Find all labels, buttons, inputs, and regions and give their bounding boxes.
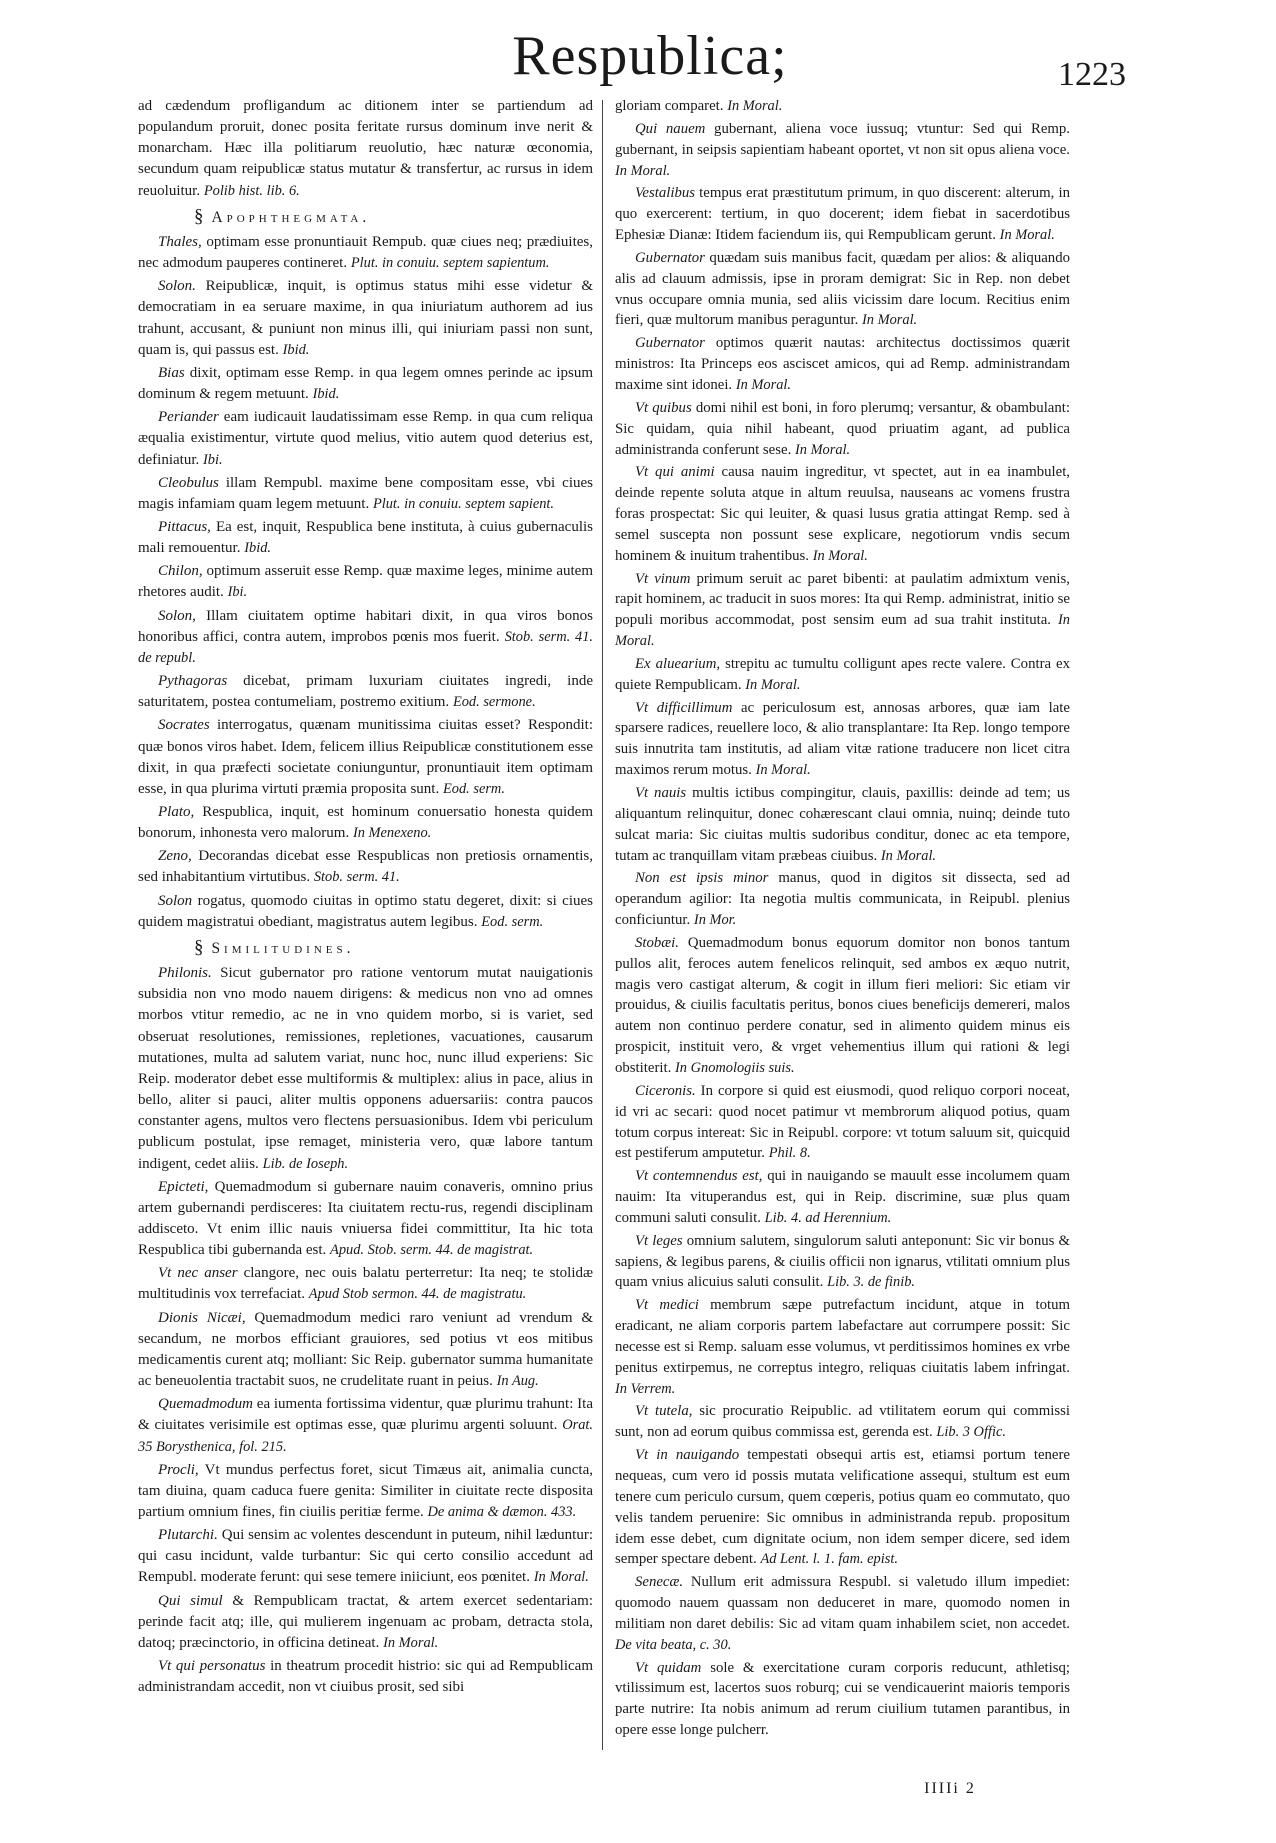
entry-paragraph [615, 1295, 1070, 1399]
entry-citation: Ibi. [202, 451, 223, 468]
entry-paragraph [615, 654, 1070, 696]
entry-citation: Eod. serm. [481, 913, 544, 930]
entry-text: Nullum erit admissura Respubl. si valetudo illum impediet: quomodo nauem quassam non deduceret in mare, quomodo nomen in militiam non daret debilis: Sic ad vitam quam inhabilem sciet, non accedet. [615, 1574, 1070, 1632]
entry-lead: Gubernator [635, 249, 705, 266]
entry-lead: Vestalibus [635, 185, 696, 202]
entry-citation: Lib. 3. de finib. [827, 1274, 916, 1291]
entry-citation: In Verrem. [615, 1380, 676, 1397]
signature-mark: IIIIi 2 [924, 1780, 976, 1797]
entry-text: strepitu ac tumultu colligunt apes recte valere. Contra ex quiete Rempublicam. [615, 655, 1070, 693]
entry-paragraph [138, 963, 593, 1175]
entry-lead: Vt tutela, [635, 1403, 693, 1420]
entry-text: omnium salutem, singulorum saluti anteponunt: Sic vir bonus & sapiens, & legibus parens, & ciuilis officii non ignarus, vtilitati omnium plus quam vnius alicuius saluti consulit. [615, 1232, 1070, 1291]
entry-paragraph [138, 1394, 593, 1457]
entry-citation: De anima & dæmon. 433. [427, 1504, 577, 1520]
entry-paragraph [615, 1081, 1070, 1164]
entry-text: In corpore si quid est eiusmodi, quod reliquo corpori noceat, id vri ac secari: quod nocet patimur vt membrorum aliquod potius, quam totum corpus intereat: Sic in Reipubl. corpore: vt totum saluum sit, quicquid est pestiferum amputetur. [615, 1082, 1070, 1162]
entry-text: Reipublicæ, inquit, is optimus status mihi esse videtur & democratiam in ea seruare maxime, in qua iniuriatum authorem ad ius trahunt, accusant, & puniunt non minus illi, qui iniuriam passi non sunt, quam is, qui passus est. [138, 278, 594, 358]
entry-lead: Vt contemnendus est, [635, 1168, 763, 1185]
entry-text: Decorandas dicebat esse Respublicas non pretiosis ornamentis, sed inhabitantium virtutibus. [138, 848, 593, 886]
entry-lead: Vt qui personatus [158, 1658, 266, 1675]
entry-paragraph [615, 698, 1070, 781]
entry-citation: In Gnomologiis suis. [675, 1059, 795, 1076]
entry-paragraph [615, 398, 1070, 461]
entry-lead: Pythagoras [158, 673, 228, 690]
entry-citation: Lib. 3 Offic. [936, 1424, 1006, 1441]
entry-paragraph [615, 1445, 1070, 1570]
entry-paragraph [138, 715, 593, 800]
entry-citation: In Moral. [880, 847, 937, 864]
entry-citation: In Moral. [755, 762, 811, 779]
page-number: 1223 [1058, 56, 1126, 93]
entry-lead: Vt difficillimum [635, 699, 733, 716]
entry-text: Quemadmodum si gubernare nauim conaveris, omnino prius artem gubernandi perdisceres: Ita ciuitatem rectu-rus, regendi disciplinam addisceto. Vt enim illic nauis vniuersa fidei committitur, Ita hic tota Respublica tibi gubernanda est. [138, 1178, 593, 1259]
entry-text: ac periculosum est, annosas arbores, quæ iam late sparsere radices, reuellere loco, & alio transplantare: Ita Rep. longo tempore suis innutrita tam institutis, ad aliam vitæ ratione traducere non licet citra maximos rerum motus. [615, 699, 1070, 779]
entry-lead: Solon. [158, 278, 196, 295]
entry-citation: Polib hist. lib. 6. [203, 182, 300, 199]
entry-paragraph [138, 1263, 593, 1305]
entry-text: tempus erat præstitutum primum, in quo discerent: alterum, in quo exercerent: tertium, in quo docerent; idem fiebat in sacerdotibus Ephesiæ Dianæ: Itidem faciendum iis, qui Rempublicam gerunt. [615, 185, 1070, 244]
entry-lead: Gubernator [635, 335, 705, 352]
entry-lead: Vt medici [635, 1297, 699, 1314]
entry-citation: Apud Stob sermon. 44. de magistratu. [308, 1286, 527, 1303]
entry-text: Ea est, inquit, Respublica bene instituta, à cuius gubernaculis mali remouentur. [138, 518, 594, 557]
entry-paragraph [138, 473, 593, 515]
entry-text: causa nauim ingreditur, vt spectet, aut in ea inambulet, deinde repente soluta atque in altum reuulsa, nauseans ac vomens frustra foras prospectat: Sic qui leuiter, & quasi lusus gratia attingat Remp. sed à semel suscepta non possunt sese explicare, negotiorum vndis secum hominem & inuitum trahentibus. [615, 464, 1070, 564]
entry-lead: Plutarchi. [158, 1527, 218, 1544]
entry-lead: Non est ipsis minor [635, 870, 769, 887]
entry-text: multis ictibus compingitur, clauis, paxillis: deinde ad tem; us aliquantum relinquitur, donec cohærescant claui omnia, nuinq; deinde tuto sulcat maria: Sic ciuitas multis sudoribus conditur, donec ac eta tempore, tutam ac tranquillam vitam præbeas ciuibus. [615, 785, 1071, 864]
entry-lead: Vt quidam [635, 1659, 702, 1676]
entry-lead: Vt quibus [635, 399, 692, 416]
entry-citation: In Menexeno. [352, 825, 432, 842]
entry-paragraph [138, 1525, 593, 1588]
entry-text: dixit, optimam esse Remp. in qua legem omnes perinde ac ipsum dominum & regem metuunt. [138, 364, 593, 403]
entry-paragraph [138, 846, 593, 888]
entry-paragraph [615, 1401, 1070, 1443]
entry-paragraph [615, 1166, 1070, 1229]
entry-citation: In Moral. [615, 162, 671, 179]
entry-citation: De vita beata, c. 30. [615, 1636, 732, 1653]
entry-paragraph [138, 802, 593, 844]
entry-lead: Vt vinum [635, 570, 691, 587]
entry-paragraph [138, 1308, 593, 1393]
left-column [138, 96, 593, 1700]
entry-paragraph [615, 183, 1070, 246]
entry-lead: Stobæi. [635, 934, 679, 951]
entry-citation: In Aug. [496, 1373, 539, 1390]
section-heading [138, 206, 593, 228]
entry-lead: Socrates [158, 717, 210, 734]
entry-paragraph [615, 1231, 1070, 1294]
entry-paragraph [138, 276, 593, 361]
entry-citation: In Moral. [727, 98, 783, 114]
entry-paragraph [615, 783, 1070, 866]
column-rule [602, 100, 603, 1750]
entry-citation: In Moral. [745, 676, 801, 693]
entry-paragraph [138, 232, 593, 274]
entry-text: sic procuratio Reipublic. ad vtilitatem eorum qui commissi sunt, non ad eorum quibus commissa est, gerenda est. [615, 1403, 1070, 1441]
entry-text: rogatus, quomodo ciuitas in optimo statu degeret, dixit: si ciues quidem magistratui obediant, magistratus autem legibus. [138, 892, 593, 930]
entry-text: qui in nauigando se mauult esse incolumem quam nauim: Ita vituperandus est, qui in Reip. discrimine, suæ plus quam communi saluti consulit. [615, 1168, 1070, 1226]
entry-lead: Zeno, [158, 848, 192, 865]
entry-lead: Periander [158, 409, 219, 426]
entry-citation: Plut. in conuiu. septem sapient. [372, 495, 555, 512]
entry-citation: Lib. de Ioseph. [262, 1155, 349, 1172]
entry-citation: In Moral. [735, 376, 792, 393]
entry-text: dicebat, primam luxuriam ciuitates ingredi, inde saturitatem, postea contumeliam, postremo exitium. [138, 673, 593, 711]
entry-text: Respublica, inquit, est hominum conuersatio honesta quidem bonorum, inhonesta vero malorum. [138, 804, 594, 842]
entry-lead: Vt qui animi [635, 464, 715, 481]
entry-text: Vt mundus perfectus foret, sicut Timæus ait, animalia cuncta, tam diuina, quam caduca fuere genita: Similiter in ciuitate recte disposita partium omnium fines, fin ciuilis peritiæ ferme. [138, 1461, 594, 1520]
entry-text: Sicut gubernator pro ratione ventorum mutat nauigationis subsidia non vno modo nauem dirigens: & medicus non vno ad omnes morbos vtitur remedio, ac ne in vno quidem morbo, si is variet, sed obseruat resolutiones, remissiones, repletiones, vacuationes, causarum mutationes, multa ad salutem variat, nunc hoc, nunc illud experiens: Sic Reip. moderator debet esse multiformis & multiplex: alius in pace, alius in bello, aliter si pauci, aliter multis opponens aduersariis: contra paucos constanter agens, multos vero flectens persuasionibus. Idem vbi periculum publicum postulat, ipse remaget, ministeria vero, quæ labore tantum indigent, cedet aliis. [138, 965, 594, 1172]
entry-paragraph [138, 1460, 593, 1523]
entry-paragraph [138, 891, 593, 933]
entry-paragraph [138, 407, 593, 470]
entry-text: optimam esse pronuntiauit Rempub. quæ ciues neq; prædiuites, nec admodum pauperes contineret. [138, 233, 593, 272]
entry-citation: Orat. 35 Borysthenica, fol. 215. [138, 1417, 594, 1455]
entry-paragraph [615, 333, 1070, 396]
section-heading-text: Apophthegmata. [211, 208, 371, 226]
entry-citation: In Moral. [615, 612, 1070, 650]
entry-lead: Vt nec anser [158, 1265, 238, 1282]
entry-lead: Ciceronis. [635, 1082, 696, 1099]
entry-lead: Vt leges [635, 1232, 683, 1249]
entry-citation: In Mor. [693, 912, 737, 929]
section-heading-text: Similitudines. [211, 939, 355, 957]
entry-lead: Quemadmodum [158, 1396, 253, 1413]
entry-citation: Stob. serm. 41. [313, 869, 400, 886]
entry-paragraph [138, 1591, 593, 1654]
entry-paragraph [138, 96, 593, 202]
entry-citation: Stob. serm. 41. de republ. [138, 628, 593, 666]
entry-paragraph [615, 868, 1070, 931]
right-column [615, 96, 1070, 1743]
entry-citation: Apud. Stob. serm. 44. de magistrat. [330, 1242, 534, 1259]
entry-lead: Pittacus, [158, 518, 211, 535]
entry-lead: Philonis. [158, 965, 212, 982]
entry-paragraph [615, 462, 1070, 566]
entry-citation: Ad Lent. l. 1. fam. epist. [760, 1551, 898, 1568]
entry-text: clangore, nec ouis balatu perterretur: Ita neq; te stolidæ multitudinis vox terrefaciat. [138, 1265, 593, 1303]
entry-paragraph [615, 933, 1070, 1079]
entry-citation: Eod. serm. [442, 780, 505, 797]
running-head: Respublica; [512, 25, 788, 87]
entry-lead: Epicteti, [158, 1178, 209, 1195]
entry-lead: Dionis Nicæi, [158, 1309, 246, 1326]
entry-lead: Vt in nauigando [635, 1447, 740, 1464]
entry-lead: Chilon, [158, 563, 203, 580]
entry-lead: Qui nauem [635, 120, 706, 137]
entry-paragraph [138, 561, 593, 603]
section-mark: § [194, 205, 204, 227]
entry-text: optimos quærit nautas: architectus doctissimos quærit ministros: Ita Princeps eos asciscet amicos, qui ad Remp. administrandam maxime sint idonei. [615, 335, 1070, 393]
entry-citation: Lib. 4. ad Herennium. [764, 1209, 892, 1226]
entry-lead: Procli, [158, 1461, 199, 1478]
entry-paragraph [138, 517, 593, 559]
entry-text: interrogatus, quænam munitissima ciuitas esset? Respondit: quæ bonos viros habet. Idem, felicem illius Reipublicæ constitutionem esse dixit, in qua præfecti societate coniunguntur, pronuntiauit item optimam esse, in qua plurima virtuti præmia proposita sunt. [138, 717, 593, 797]
entry-lead: Ex aluearium, [635, 655, 721, 672]
entry-text: gloriam comparet. [615, 98, 724, 114]
entry-text: Quemadmodum bonus equorum domitor non bonos tantum pullos alit, feroces autem fenelicos relinquit, sed ambos ex æquo nutrit, magis vero castigat alterum, & cogit in illum fieri meliori: Sic etiam vir prouidus, & ciuilis facultatis peritus, bonos ciues beneficijs demereri, malos autem non continuo perdere conatur, sed in alimento quidem minus eis prospicit, instituit vero, & vrget vehementius illum qui rationi & legi obstiterit. [615, 934, 1070, 1076]
entry-paragraph [138, 671, 593, 713]
entry-text: tempestati obsequi artis est, etiamsi portum tenere nequeas, cum vero id possis mutata velificatione assequi, stultum est eum tenere cum periculo cursum, quem cœperis, potius quam eo commutato, quo velis tandem peruenire: Sic omnibus in administranda repub. propositum idem esse debet, cum dignitate ocium, non idem semper dicere, sed idem semper spectare debent. [615, 1447, 1070, 1568]
entry-text: in theatrum procedit histrio: sic qui ad Rempublicam administrandam accedit, non vt ciuibus prosit, sed sibi [138, 1658, 593, 1696]
entry-citation: Ibid. [282, 341, 310, 358]
entry-citation: Plut. in conuiu. septem sapientum. [350, 255, 550, 272]
entry-text: optimum asseruit esse Remp. quæ maxime leges, minime autem rhetores audit. [138, 563, 594, 601]
entry-citation: Phil. 8. [768, 1145, 811, 1162]
entry-citation: Ibid. [244, 540, 272, 557]
entry-lead: Vt nauis [635, 785, 687, 801]
entry-text: Illam ciuitatem optime habitari dixit, in qua viros bonos honoribus affici, contra autem, improbos pœnis mos fuerit. [138, 607, 594, 645]
entry-paragraph [138, 363, 593, 405]
entry-text: quædam suis manibus facit, quædam per alios: & aliquando alis ad clauum admissis, ipse in proram demigrat: Sic in Rep. non debet vnus occupare omnia munia, sed aliis vicissim dare locum. Recitius enim fieri, quæ multorum manibus peraguntur. [615, 249, 1070, 329]
entry-citation: Ibi. [227, 584, 248, 601]
entry-text: Qui sensim ac volentes descendunt in puteum, nihil læduntur: qui casu incidunt, valde turbantur: Sic qui certo consilio accedunt ad Rempubl. moderate ferunt: qui sese temere iniiciunt, eos pœnitet. [138, 1527, 594, 1586]
entry-paragraph [138, 1656, 593, 1698]
entry-text: ea iumenta fortissima videntur, quæ plurimu trahunt: Ita & ciuitates verisimile est optimas esse, quæ plurimu argenti soluunt. [138, 1396, 593, 1434]
entry-citation: In Moral. [533, 1569, 589, 1586]
entry-text: gubernant, aliena voce iussuq; vtuntur: Sed qui Remp. gubernant, in seipsis sapientiam habeant oportet, vt non sit opus aliena voce. [615, 120, 1070, 158]
entry-citation: In Moral. [862, 312, 918, 329]
entry-paragraph [615, 569, 1070, 652]
entry-text: ad cædendum profligandum ac ditionem inter se partiendum ad populandum proruit, donec posita feritate rursus dominum inve nerit & monarcham. Hæc illa politiarum reuolutio, hæc naturæ œconomia, secundum quam reipublicæ status mutatur & transfertur, ac rursus in idem reuoluitur. [138, 98, 593, 199]
entry-paragraph [138, 606, 593, 669]
entry-citation: Eod. sermone. [452, 694, 536, 711]
entry-lead: Thales, [158, 233, 202, 250]
entry-lead: Bias [158, 364, 185, 381]
entry-lead: Senecæ. [635, 1574, 684, 1591]
entry-text: sole & exercitatione curam corporis reducunt, athletisq; vtilissimum est, lacertos suos roburq; cui se vendicauerint maioris temporis parte nutrire: Ita nobis animum ad rerum ciuilium tutamen parantibus, in opere esse longe pulcherr. [615, 1659, 1070, 1739]
entry-lead: Solon, [158, 607, 196, 624]
entry-text: membrum sæpe putrefactum incidunt, atque in totum eradicant, ne aliam corporis partem labefactare aut corrumpere possit: Sic necesse est si Remp. saluam esse volumus, vt perditissimos homines ex vrbe penitus extirpemus, ne correptus integro, reliquas ciuitatis labem infringat. [615, 1297, 1070, 1376]
entry-lead: Qui simul [158, 1592, 223, 1609]
entry-lead: Plato, [158, 804, 195, 820]
entry-lead: Cleobulus [158, 474, 219, 491]
entry-text: eam iudicauit laudatissimam esse Remp. in qua cum reliqua æqualia existimentur, virtute quod melius, vitio autem quod deterius est, definiatur. [138, 409, 593, 468]
entry-lead: Solon [158, 892, 193, 909]
entry-paragraph [615, 96, 1070, 117]
entry-paragraph [138, 1177, 593, 1262]
entry-text: domi nihil est boni, in foro plerumq; versantur, & obambulant: Sic quidam, quia nihil habeant, quod priuatim agant, ad publica administranda conferunt sese. [615, 399, 1070, 458]
entry-text: & Rempublicam tractat, & artem exercet sedentariam: perinde facit atq; ille, qui mulierem ingenuam ac probam, detracta stola, datoq; præcinctorio, in officina detineat. [138, 1592, 593, 1651]
entry-paragraph [615, 119, 1070, 182]
entry-citation: In Moral. [999, 227, 1055, 244]
entry-paragraph [615, 248, 1070, 331]
entry-text: illam Rempubl. maxime bene compositam esse, vbi ciues magis infamiam quam legem metuunt. [138, 474, 594, 512]
entry-citation: Ibid. [312, 386, 340, 403]
entry-paragraph [615, 1572, 1070, 1655]
section-mark: § [194, 936, 204, 958]
entry-text: Quemadmodum medici raro veniunt ad vrendum & secandum, ne morbos efficiant grauiores, sed potius vt eos mitibus medicamentis curent atq; molliant: Sic Reip. gubernator summa humanitate ac beneuolentia tractabit suos, ne crudelitate ruant in peius. [138, 1309, 593, 1390]
entry-paragraph [615, 1658, 1070, 1741]
entry-citation: In Moral. [812, 547, 868, 564]
entry-citation: In Moral. [794, 441, 851, 458]
entry-citation: In Moral. [383, 1634, 439, 1651]
entry-text: manus, quod in digitos sit dissecta, sed ad operandum agilior: Ita negotia multis communicata, in Reipubl. plenius conficiuntur. [615, 870, 1070, 929]
section-heading [138, 937, 593, 959]
entry-text: primum seruit ac paret bibenti: at paulatim admixtum venis, rapit hominem, ac traducit in suos mores: Ita qui Remp. administrat, initio se populi moribus accommodat, post sensim eum ad sua trahit instituta. [615, 570, 1070, 629]
